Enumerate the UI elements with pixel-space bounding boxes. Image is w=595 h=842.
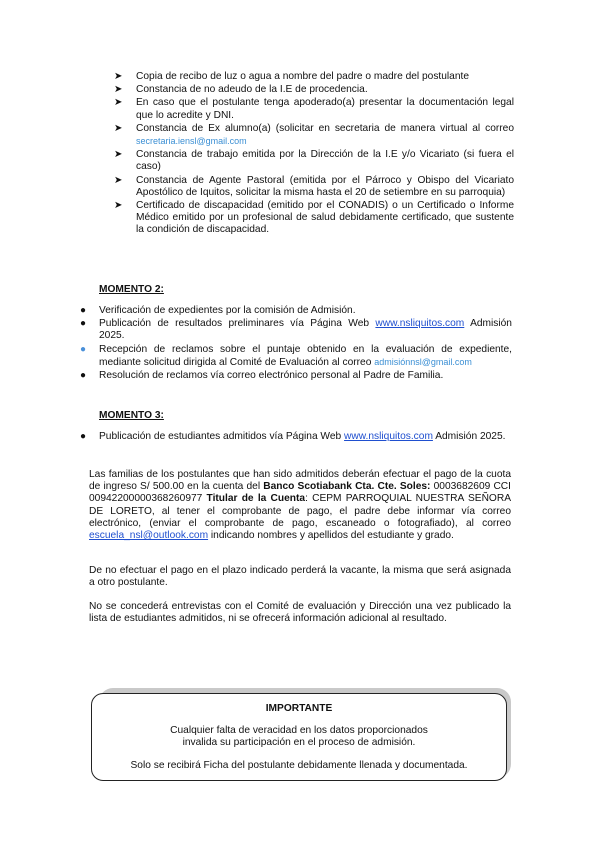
bullet-icon: ● xyxy=(80,343,87,355)
arrow-bullet-icon: ➤ xyxy=(114,149,123,161)
bullet-icon: ● xyxy=(80,305,87,316)
moment2-heading: MOMENTO 2: xyxy=(99,284,164,295)
list-item: ● Recepción de reclamos sobre el puntaje obtenido en la evaluación de expediente, mediante solicitud dirigida al Comité de Evaluación al correo admisiónnsl@gmail.com xyxy=(80,343,512,368)
required-documents-list xyxy=(114,71,514,238)
bullet-icon: ● xyxy=(80,318,87,330)
admision-email-link[interactable]: admisiónnsl@gmail.com xyxy=(374,356,472,367)
list-item: ➤ En caso que el postulante tenga apoderado(a) presentar la documentación legal que lo acredite y DNI. xyxy=(114,97,514,121)
important-line-2: Solo se recibirá Ficha del postulante debidamente llenada y documentada. xyxy=(130,759,468,771)
payment-email-link[interactable]: escuela_nsl@outlook.com xyxy=(89,530,209,542)
list-item: ➤ Constancia de Agente Pastoral (emitida por el Párroco y Obispo del Vicariato Apostólico de Iquitos, solicitar la misma hasta el 20 de setiembre en su parroquia) xyxy=(114,174,514,198)
list-item: ➤ Certificado de discapacidad (emitido por el CONADIS) o un Certificado o Informe Médico emitido por un profesional de salud debidamente certificado, que sustente la condición de discapacidad. xyxy=(114,200,514,236)
interviews-paragraph: No se concederá entrevistas con el Comité de evaluación y Dirección una vez publicado la lista de estudiantes admitidos, ni se ofrecerá información adicional al resultado. xyxy=(89,601,511,625)
arrow-bullet-icon: ➤ xyxy=(114,97,123,109)
arrow-bullet-icon: ➤ xyxy=(114,200,123,212)
important-title: IMPORTANTE xyxy=(265,703,333,714)
payment-warning: De no efectuar el pago en el plazo indicado perderá la vacante, la misma que será asignada a otro postulante. xyxy=(89,565,511,589)
list-item: ● Publicación de resultados preliminares vía Página Web www.nsliquitos.com Admisión 2025. xyxy=(80,318,512,342)
list-item: ● Publicación de estudiantes admitidos vía Página Web www.nsliquitos.com Admisión 2025. xyxy=(80,431,506,442)
important-box xyxy=(91,693,507,781)
bullet-icon: ● xyxy=(80,431,87,442)
list-item: ➤ Constancia de trabajo emitida por la Dirección de la I.E y/o Vicariato (si fuera el caso) xyxy=(114,149,514,173)
website-link[interactable]: www.nsliquitos.com xyxy=(375,318,465,330)
list-item: ● Resolución de reclamos vía correo electrónico personal al Padre de Familia. xyxy=(80,370,444,382)
moment3-list xyxy=(80,431,512,444)
important-line-1: Cualquier falta de veracidad en los datos proporcionados invalida su participación en el proceso de admisión. xyxy=(170,725,428,749)
arrow-bullet-icon: ➤ xyxy=(114,71,123,82)
website-link[interactable]: www.nsliquitos.com xyxy=(344,431,433,442)
arrow-bullet-icon: ➤ xyxy=(114,122,123,134)
payment-paragraph: Las familias de los postulantes que han sido admitidos deberán efectuar el pago de la cuota de ingreso S/ 500.00 en la cuenta del Banco Scotiabank Cta. Cte. Soles: 0003682609 CCI 00942200000368260977 Titular de la Cuenta: CEPM PARROQUIAL NUESTRA SEÑORA DE LORETO, al tener el comprobante de pago, el padre debe informar vía correo electrónico, (enviar el comprobante de pago, escaneado o fotografiado), al correo escuela_nsl@outlook.com indicando nombres y apellidos del estudiante y grado. xyxy=(89,469,511,542)
moment3-heading: MOMENTO 3: xyxy=(99,410,164,421)
bullet-icon: ● xyxy=(80,370,87,382)
list-item: ● Verificación de expedientes por la comisión de Admisión. xyxy=(80,305,356,316)
list-item: ➤ Copia de recibo de luz o agua a nombre del padre o madre del postulante xyxy=(114,71,470,82)
arrow-bullet-icon: ➤ xyxy=(114,174,123,186)
list-item: ➤ Constancia de no adeudo de la I.E de procedencia. xyxy=(114,84,368,96)
list-item: ➤ Constancia de Ex alumno(a) (solicitar en secretaria de manera virtual al correo secretaria.iensl@gmail.com xyxy=(114,122,514,147)
secretaria-email-link[interactable]: secretaria.iensl@gmail.com xyxy=(136,136,247,147)
arrow-bullet-icon: ➤ xyxy=(114,84,123,96)
moment2-list xyxy=(80,305,512,383)
